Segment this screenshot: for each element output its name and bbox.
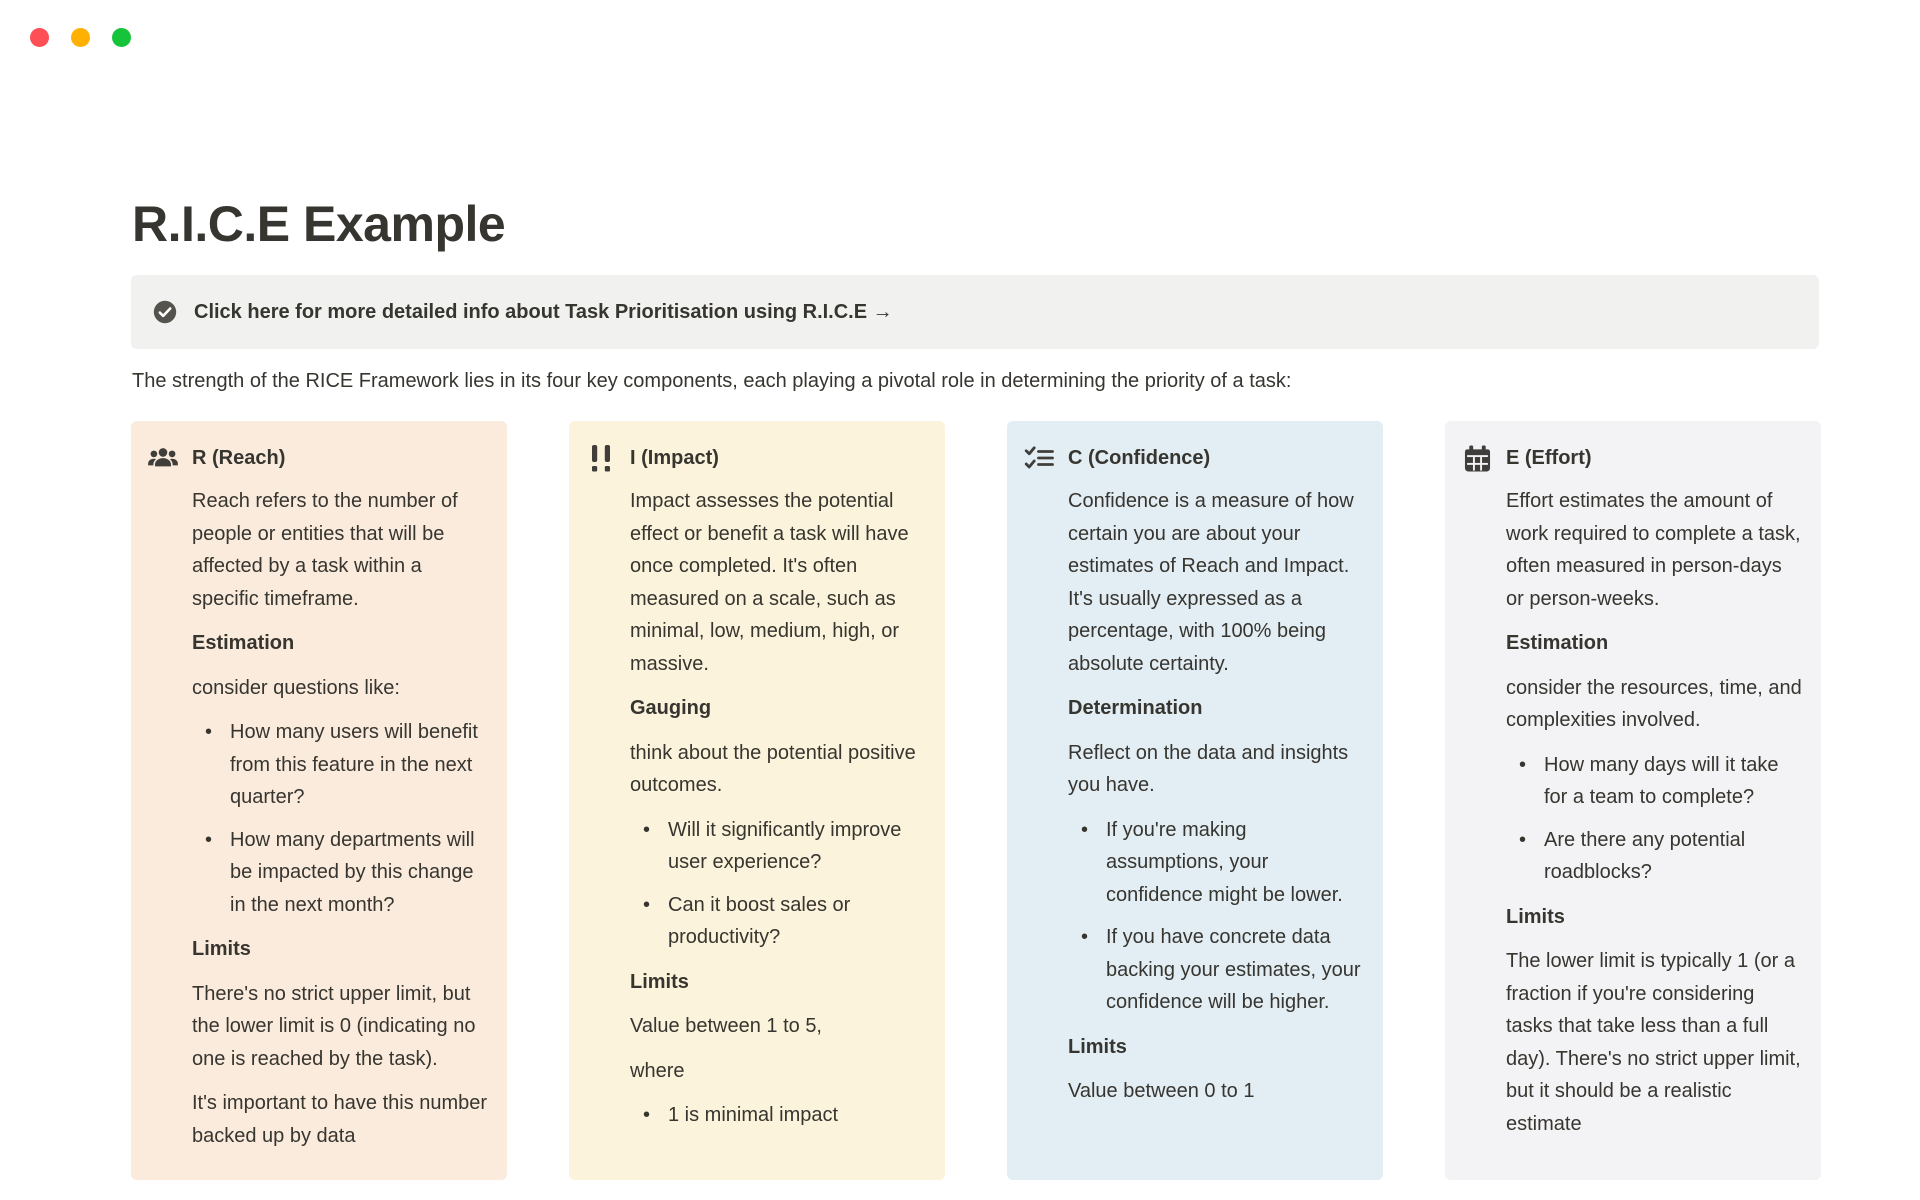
card-title: I (Impact) [630,447,719,469]
card-paragraph: The lower limit is typically 1 (or a fraction if you're considering tasks that take less than a full day). There's no strict upper limit, but it should be a realistic estimate [1506,950,1801,1135]
card-subheading: Gauging [630,697,712,719]
card-bullet-item: • Can it boost sales or productivity? [630,889,927,954]
card-paragraph: It's important to have this number backed up by data [192,1092,488,1147]
card-body [630,485,927,1132]
checklist-icon [1024,443,1054,473]
card-paragraph: consider questions like: [192,676,400,699]
card-header [1024,443,1365,473]
card-impact [569,421,945,1180]
card-bullet-item: • 1 is minimal impact [630,1099,927,1132]
card-paragraph: Confidence is a measure of how certain you are about your estimates of Reach and Impact. It's usually expressed as a percentage, with 100% being absolute certainty. [1068,490,1354,675]
card-bullet-item: • If you're making assumptions, your confidence might be lower. [1068,814,1365,912]
card-bullet-list [630,814,927,954]
card-subheading: Limits [1506,905,1565,928]
card-bullet-item: • Are there any potential roadblocks? [1506,824,1803,889]
window-controls [30,28,131,47]
card-paragraph: Effort estimates the amount of work required to complete a task, often measured in person-days or person-weeks. [1506,490,1801,610]
card-paragraph: There's no strict upper limit, but the lower limit is 0 (indicating no one is reached by the task). [192,982,476,1070]
card-body [192,485,489,1152]
card-effort [1445,421,1821,1180]
calendar-icon [1462,443,1492,473]
intro-paragraph: The strength of the RICE Framework lies in its four key components, each playing a pivotal role in determining the priority of a task: [132,370,1292,392]
card-bullet-item: • Will it significantly improve user experience? [630,814,927,879]
check-circle-icon [153,300,177,324]
notion-page [131,0,1819,1200]
card-paragraph: Impact assesses the potential effect or benefit a task will have once completed. It's often measured on a scale, such as minimal, low, medium, high, or massive. [630,490,909,675]
card-title: R (Reach) [192,447,286,469]
minimize-button[interactable] [71,28,90,47]
rice-cards-row [131,421,1819,1180]
card-bullet-list [1506,749,1803,889]
card-paragraph: Value between 1 to 5, [630,1015,822,1037]
card-paragraph: Reflect on the data and insights you have. [1068,741,1349,796]
card-confidence [1007,421,1383,1180]
card-paragraph: Reach refers to the number of people or entities that will be affected by a task within a specific timeframe. [192,490,458,610]
card-subheading: Estimation [1506,632,1609,654]
card-header [586,443,927,473]
card-subheading: Limits [630,970,689,993]
card-bullet-item: • How many users will benefit from this feature in the next quarter? [192,716,489,814]
card-reach [131,421,507,1180]
card-paragraph: think about the potential positive outcomes. [630,741,916,796]
card-subheading: Limits [192,938,251,960]
card-paragraph: consider the resources, time, and complexities involved. [1506,676,1802,731]
card-paragraph: where [630,1059,685,1082]
card-subheading: Determination [1068,697,1203,719]
card-bullet-item: • If you have concrete data backing your estimates, your confidence will be higher. [1068,921,1365,1019]
card-body [1068,485,1365,1108]
card-header [1462,443,1803,473]
card-title: C (Confidence) [1068,447,1211,469]
card-title: E (Effort) [1506,447,1592,469]
card-bullet-item: • How many departments will be impacted by this change in the next month? [192,824,489,922]
card-bullet-list [192,716,489,921]
page-title: R.I.C.E Example [132,196,506,252]
callout-link-text[interactable]: Click here for more detailed info about Task Prioritisation using R.I.C.E → [194,300,893,323]
people-icon [148,443,178,473]
card-bullet-list [630,1099,927,1132]
double-exclamation-icon [586,443,616,473]
info-callout[interactable] [131,275,1819,349]
zoom-button[interactable] [112,28,131,47]
close-button[interactable] [30,28,49,47]
card-header [148,443,489,473]
card-paragraph: Value between 0 to 1 [1068,1080,1255,1102]
card-bullet-list [1068,814,1365,1019]
card-body [1506,485,1803,1140]
card-bullet-item: • How many days will it take for a team to complete? [1506,749,1803,814]
card-subheading: Estimation [192,632,295,654]
card-subheading: Limits [1068,1035,1127,1058]
